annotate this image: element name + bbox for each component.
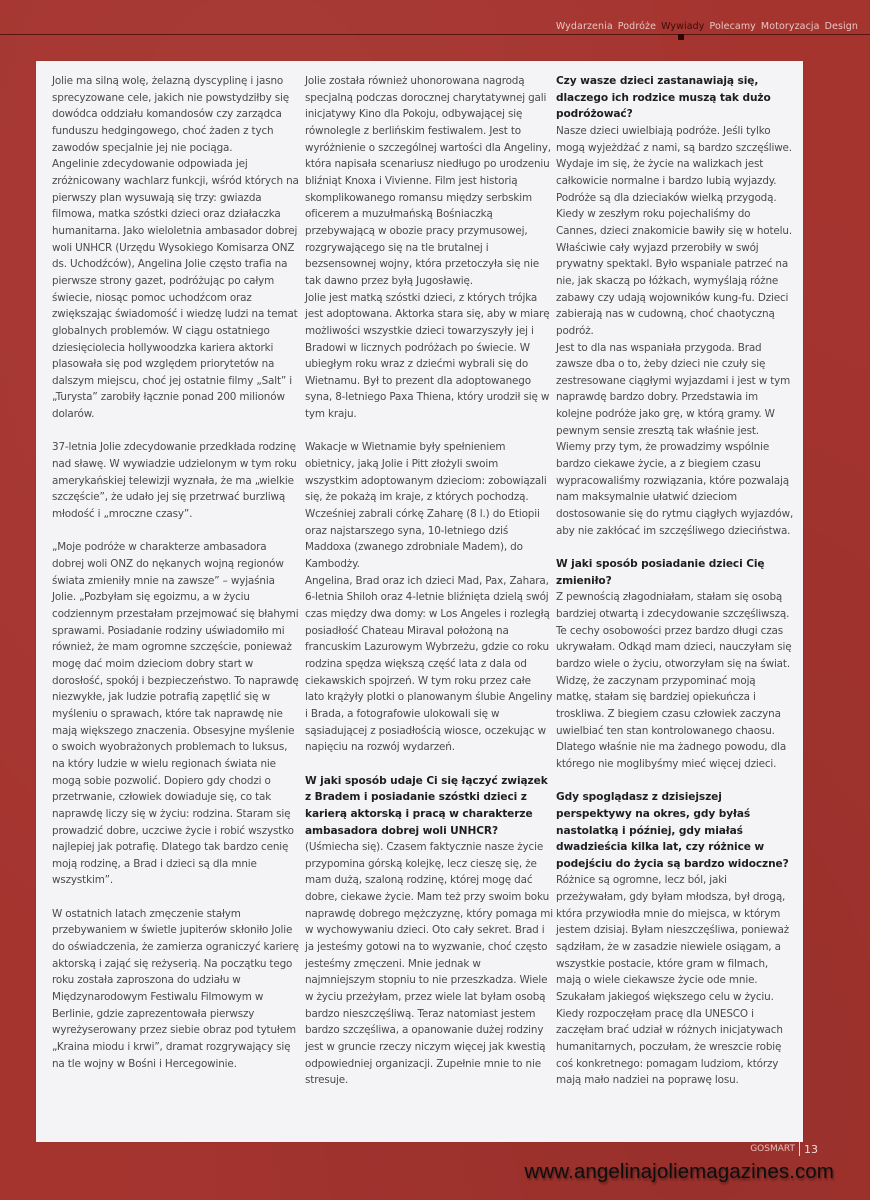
- interview-answer: Różnice są ogromne, lecz ból, jaki przeżywałam, gdy byłam młodsza, był drogą, która przywiodła mnie do miejsca, w którym jestem dzisiaj. Byłam nieszczęśliwa, ponieważ sądziłam, że w zasadzie niewiele osiągam, a wszystkie postacie, które gram w filmach, mają o wiele ciekawsze życie ode mnie. Szukałam jakiegoś większego celu w życiu. Kiedy rozpoczęłam pracę dla UNESCO i zaczęłam brać udział w różnych inicjatywach humanitarnych, poczułam, że wreszcie robię coś konkretnego: pomagam ludziom, którzy mają mało nadziei na poprawę losu.: [556, 874, 790, 1087]
- paragraph: W ostatnich latach zmęczenie stałym przebywaniem w świetle jupiterów skłoniło Jolie do oświadczenia, że zamierza ograniczyć karierę aktorską i zająć się reżyserią. Na początku tego roku została zaproszona do udziału w Międzynarodowym Festiwalu Filmowym w Berlinie, gdzie zaprezentowała pierwszy wyreżyserowany przez siebie obraz pod tytułem „Kraina miodu i krwi”, dramat rozgrywający się na tle wojny w Bośni i Hercegowinie.: [52, 907, 299, 1070]
- paragraph: Angelina, Brad oraz ich dzieci Mad, Pax, Zahara, 6-letnia Shiloh oraz 4-letnie bliźnięta dzielą swój czas między dwa domy: w Los Angeles i rozległą posiadłość Chateau Miraval położoną na francuskim Lazurowym Wybrzeżu, gdzie co roku rodzina spędza większą część lata z dala od ciekawskich spojrzeń. W tym roku przez całe lato krążyły plotki o planowanym ślubie Angeliny i Brada, a fotografowie ulokowali się w sąsiadującej z posiadłością wiosce, oczekując w napięciu na rozwój wydarzeń.: [305, 574, 553, 754]
- quote-paragraph: „Moje podróże w charakterze ambasadora dobrej woli ONZ do nękanych wojną regionów świata zmieniły mnie na zawsze” – wyjaśnia Jolie. „Pozbyłam się egoizmu, a w życiu codziennym przestałam przejmować się błahymi sprawami. Posiadanie rodziny uświadomiło mi również, że mam ogromne szczęście, ponieważ mogę dać moim dzieciom dobry start w dorosłość, spokój i bezpieczeństwo. To naprawdę niezwykłe, jak ludzie potrafią zapętlić się w myśleniu o sprawach, które tak naprawdę nie mają większego znaczenia. Obsesyjne myślenie o swoich wyobrażonych problemach to luksus, na który ludzie w wielu regionach świata nie mogą sobie pozwolić. Dopiero gdy chodzi o przetrwanie, człowiek dowiaduje się, co tak naprawdę liczy się w życiu: rodzina. Staram się prowadzić dobre, uczciwe życie i robić wszystko najlepiej jak potrafię. Dlatego tak bardzo cenię moją rodzinę, a Brad i dzieci są dla mnie wszystkim”.: [52, 541, 299, 887]
- paragraph: Jolie jest matką szóstki dzieci, z których trójka jest adoptowana. Aktorka stara się, aby w miarę możliwości wszystkie dzieci towarzyszyły jej i Bradowi w licznych podróżach po świecie. W ubiegłym roku wraz z dziećmi wybrali się do Wietnamu. Był to prezent dla adoptowanego syna, 8-letniego Paxa Thiena, który urodził się w tym kraju.: [305, 291, 550, 421]
- paragraph: Jolie została również uhonorowana nagrodą specjalną podczas dorocznej charytatywnej gali inicjatywy Kino dla Pokoju, odbywającej się równolegle z berlińskim festiwalem. Jest to wyróżnienie o szczególnej wartości dla Angeliny, która napisała scenariusz niedługo po urodzeniu bliźniąt Knoxa i Vivienne. Film jest historią skomplikowanego romansu między serbskim oficerem a muzułmańską Bośniaczką przebywającą w obozie pracy przymusowej, rozgrywającego się na tle brutalnej i bezsensownej wojny, która przetoczyła się nie tak dawno przez byłą Jugosławię.: [305, 75, 551, 287]
- interview-answer: Z pewnością złagodniałam, stałam się osobą bardziej otwartą i zdecydowanie szczęśliwszą. Te cechy osobowości przez bardzo długi czas ukrywałam. Odkąd mam dzieci, nauczyłam się bardzo wiele o życiu, otworzyłam się na świat. Widzę, że zaczynam przypominać moją matkę, stałam się bardziej opiekuńcza i troskliwa. Z biegiem czasu człowiek zaczyna uwielbiać ten stan kontrolowanego chaosu. Dlatego właśnie nie ma żadnego powodu, dla którego nie moglibyśmy mieć więcej dzieci.: [556, 591, 792, 770]
- header-rule: [0, 34, 870, 35]
- magazine-name: GOSMART: [750, 1144, 795, 1154]
- section-nav: [556, 21, 858, 32]
- interview-question: W jaki sposób udaje Ci się łączyć związek z Bradem i posiadanie szóstki dzieci z karierą aktorską i pracą w charakterze ambasadora dobrej woli UNHCR?: [305, 774, 548, 837]
- paragraph: 37-letnia Jolie zdecydowanie przedkłada rodzinę nad sławę. W wywiadzie udzielonym w tym roku amerykańskiej telewizji wyznała, że ma „wielkie szczęście”, że udało jej się przetrwać burzliwą młodość i „mroczne czasy”.: [52, 441, 297, 521]
- paragraph: Wakacje w Wietnamie były spełnieniem obietnicy, jaką Jolie i Pitt złożyli swoim wszystkim adoptowanym dzieciom: zobowiązali się, że pokażą im kraje, z których pochodzą. Wcześniej zabrali córkę Zaharę (8 l.) do Etiopii oraz najstarszego syna, 10-letniego dziś Maddoxa (zwanego zdrobniale Madem), do Kambodży.: [305, 441, 547, 571]
- nav-item-label: Wywiady: [661, 21, 705, 32]
- page-footer: [750, 1142, 818, 1156]
- article-panel: [36, 61, 803, 1142]
- article-column-2: [305, 73, 553, 1089]
- interview-answer: (Uśmiecha się). Czasem faktycznie nasze życie przypomina górską kolejkę, lecz cieszę się, że mam dużą, szaloną rodzinę, której mogę dać dobre, ciekawe życie. Mam też przy swoim boku naprawdę dobrego mężczyznę, który pomaga mi w wychowywaniu dzieci. Oto cały sekret. Brad i ja jesteśmy gotowi na to wyzwanie, choć często jesteśmy zmęczeni. Mnie jednak w najmniejszym stopniu to nie przeszkadza. Wiele w życiu przeżyłam, przez wiele lat byłam osobą bardzo nieszczęśliwą. Teraz natomiast jestem bardzo szczęśliwa, a opanowanie dużej rodziny jest w gruncie rzeczy niczym więcej jak kwestią odpowiedniej organizacji. Zupełnie mnie to nie stresuje.: [305, 841, 553, 1087]
- article-column-1: [52, 73, 300, 1072]
- page-number: 13: [804, 1142, 818, 1156]
- nav-item-design[interactable]: Design: [824, 21, 858, 32]
- watermark-url: www.angelinajoliemagazines.com: [524, 1160, 834, 1183]
- active-section-marker: [678, 34, 684, 40]
- interview-question: W jaki sposób posiadanie dzieci Cię zmieniło?: [556, 558, 765, 587]
- nav-item-wywiady[interactable]: [661, 21, 704, 32]
- paragraph: Jolie ma silną wolę, żelazną dyscyplinę i jasno sprecyzowane cele, jakich nie powstydziłby się dowódca oddziału komandosów czy zarządca funduszu hedgingowego, choć żaden z tych zawodów specjalnie jej nie pociąga.: [52, 75, 290, 154]
- nav-item-motoryzacja[interactable]: Motoryzacja: [760, 21, 820, 32]
- interview-answer: Nasze dzieci uwielbiają podróże. Jeśli tylko mogą wyjeżdżać z nami, są bardzo szczęśliwe. Wydaje im się, że życie na walizkach jest całkowicie normalne i bardzo lubią wyjazdy. Podróże są dla dzieciaków wielką przygodą. Kiedy w zeszłym roku pojechaliśmy do Cannes, dzieci znakomicie bawiły się w hotelu. Właściwie cały wyjazd przerobiły w swój prywatny spektakl. Było wspaniale patrzeć na nie, jak skaczą po łóżkach, wymyślają różne zabawy czy udają wojowników kung-fu. Dzieci zabierają nas w cudowną, choć chaotyczną podróż.: [556, 124, 792, 337]
- article-column-3: [556, 73, 794, 1089]
- nav-item-podroze[interactable]: Podróże: [617, 21, 657, 32]
- paragraph: Angelinie zdecydowanie odpowiada jej zróżnicowany wachlarz funkcji, wśród których na pierwszy plan wysuwają się trzy: gwiazda filmowa, matka szóstki dzieci oraz działaczka humanitarna. Jako wieloletnia ambasador dobrej woli UNHCR (Urzędu Wysokiego Komisarza ONZ ds. Uchodźców), Angelina Jolie często trafia na pierwsze strony gazet, podróżując po całym świecie, niosąc pomoc uchodźcom oraz zwiększając świadomość i wiedzę ludzi na temat globalnych problemów. W ciągu ostatniego dziesięciolecia hollywoodzka kariera aktorki plasowała się pod względem priorytetów na dalszym miejscu, choć jej ostatnie filmy „Salt” i „Turysta” zarobiły łącznie ponad 200 milionów dolarów.: [52, 158, 299, 421]
- interview-question: Czy wasze dzieci zastanawiają się, dlaczego ich rodzice muszą tak dużo podróżować?: [556, 75, 771, 121]
- interview-question: Gdy spoglądasz z dzisiejszej perspektywy na okres, gdy byłaś nastolatką i później, gdy miałaś dwadzieścia kilka lat, czy różnice w podejściu do życia są bardzo widoczne?: [556, 791, 789, 870]
- footer-divider: [799, 1142, 800, 1156]
- nav-item-polecamy[interactable]: Polecamy: [709, 21, 756, 32]
- nav-item-wydarzenia[interactable]: Wydarzenia: [555, 21, 613, 32]
- interview-answer: Jest to dla nas wspaniała przygoda. Brad zawsze dba o to, żeby dzieci nie czuły się zestresowane ciągłymi wyjazdami i jest w tym naprawdę bardzo dobry. Przedstawia im kolejne podróże jako grę, w którą gramy. W pewnym sensie zresztą tak właśnie jest. Wiemy przy tym, że prowadzimy wspólnie bardzo ciekawe życie, a z biegiem czasu wypracowaliśmy rozwiązania, które pozwalają nam maksymalnie ułatwić dzieciom dostosowanie się do rytmu ciągłych wyjazdów, aby nie zakłócać im szczęśliwego dzieciństwa.: [556, 341, 794, 537]
